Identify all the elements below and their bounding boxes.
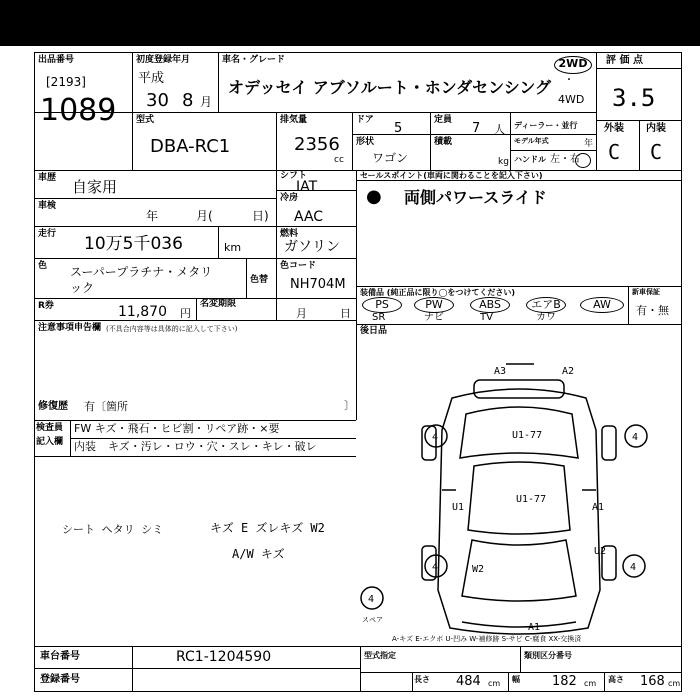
history: 自家用 xyxy=(72,178,118,196)
shaken-label: 車検 xyxy=(38,201,57,211)
mark-a3: A3 xyxy=(494,366,507,377)
model-year-label: モデル年式 xyxy=(514,137,549,145)
height-label: 高さ xyxy=(608,675,624,684)
shaken-year: 年 xyxy=(146,209,159,223)
dealer-label: ディーラー・並行 xyxy=(514,121,578,130)
repair-label: 修復歴 xyxy=(38,401,68,412)
interior-note-label: 内装 xyxy=(74,440,96,453)
model-label: 型式 xyxy=(136,115,155,125)
color-code-label: 色コード xyxy=(280,261,317,271)
height: 168 xyxy=(640,674,665,689)
capacity-unit: 人 xyxy=(494,123,505,136)
shaken-day: 日) xyxy=(252,209,269,223)
equipment-item-row2-1: ナビ xyxy=(424,312,444,323)
width: 182 xyxy=(552,674,577,689)
ac: AAC xyxy=(294,209,324,225)
equipment-item-row2-2: TV xyxy=(480,312,493,323)
length: 484 xyxy=(456,674,481,689)
new-warranty-value: 有・無 xyxy=(636,304,669,317)
spare-label: スペア xyxy=(362,616,383,624)
shift: IAT xyxy=(296,179,318,195)
equipment-item-0: PS xyxy=(362,297,402,313)
caution-sub: (不具合内容等は具体的に記入して下さい) xyxy=(106,325,238,333)
first-reg-label: 初度登録年月 xyxy=(136,55,191,65)
fw-line: FW キズ・飛石・ヒビ割・リペア跡・×要 xyxy=(74,422,280,435)
first-reg-year: 30 xyxy=(146,90,169,111)
handle-value: 左・右 xyxy=(550,154,580,165)
handle-label: ハンドル xyxy=(514,155,546,164)
recycle-fee: 11,870 xyxy=(118,304,167,320)
mileage: 10万5千036 xyxy=(84,234,183,254)
equipment-item-row2-0: SR xyxy=(372,312,386,323)
chassis-label: 車台番号 xyxy=(40,651,80,662)
tire-rl-num: 4 xyxy=(432,562,439,573)
displacement: 2356 xyxy=(294,134,340,155)
capacity-label: 定員 xyxy=(434,115,453,125)
ac-label: 冷房 xyxy=(280,193,299,203)
type-spec-label: 型式指定 xyxy=(364,651,396,660)
displacement-label: 排気量 xyxy=(280,115,308,125)
deadline-day: 日 xyxy=(340,307,351,320)
tire-fr-num: 4 xyxy=(632,432,639,443)
repair-close: 〕 xyxy=(344,399,355,412)
caution-label: 注意事項申告欄 xyxy=(38,323,102,333)
handwritten-note-1: シート ヘタリ シミ xyxy=(62,523,164,536)
mileage-unit: km xyxy=(224,241,242,254)
mark-a1-bottom: A1 xyxy=(528,622,541,633)
width-unit: cm xyxy=(584,679,597,688)
chassis: RC1-1204590 xyxy=(176,649,272,665)
sales-label: セールスポイント(車両に関わることを記入下さい) xyxy=(360,171,543,180)
note-label: 記入欄 xyxy=(36,437,64,447)
mark-a1-right: A1 xyxy=(592,502,605,513)
shift-label: シフト xyxy=(280,171,308,181)
exterior-label: 外装 xyxy=(604,123,624,134)
eval-label: 評 価 点 xyxy=(606,55,643,66)
car-name-label: 車名・グレード xyxy=(222,55,286,65)
top-black-bar xyxy=(0,0,700,46)
first-reg-month: 8 xyxy=(182,90,194,111)
rear-bumper xyxy=(462,622,576,627)
body-label: 形状 xyxy=(356,137,375,147)
color-label: 色 xyxy=(38,261,48,271)
mark-u1-left: U1 xyxy=(452,502,465,513)
width-label: 幅 xyxy=(512,675,520,684)
repair-value: 有〔箇所 xyxy=(84,400,128,413)
deadline-month: 月 xyxy=(296,307,307,320)
doors-label: ドア xyxy=(356,115,374,125)
capacity: 7 xyxy=(472,121,481,136)
lot-sub: [2193] xyxy=(46,75,86,89)
category-label: 類別区分番号 xyxy=(524,651,572,660)
mark-u1-mid: U1-77 xyxy=(516,494,547,505)
drive-4wd: 4WD xyxy=(558,93,585,106)
interior-line: キズ・汚レ・ロウ・穴・スレ・キレ・破レ xyxy=(108,440,317,453)
recycle-unit: 円 xyxy=(180,307,191,320)
equipment-item-row2-3: カワ xyxy=(536,312,556,323)
equipment-item-2: ABS xyxy=(470,297,510,313)
interior-label: 内装 xyxy=(646,123,666,134)
deadline-label: 名変期限 xyxy=(200,299,237,309)
mark-a2: A2 xyxy=(562,366,575,377)
color-line2: ック xyxy=(70,281,95,295)
body: ワゴン xyxy=(372,151,409,165)
handwritten-note-2: キズ E ズレキズ W2 xyxy=(210,521,325,535)
fuel-label: 燃料 xyxy=(280,229,299,239)
model: DBA-RC1 xyxy=(150,136,231,157)
sales-point: 両側パワースライド xyxy=(404,188,547,207)
spare-num: 4 xyxy=(368,594,375,605)
mileage-label: 走行 xyxy=(38,229,57,239)
tire-rr-num: 4 xyxy=(630,562,637,573)
equipment-item-3: エアB xyxy=(526,297,566,313)
history-label: 車歴 xyxy=(38,173,57,183)
color-line1: スーパープラチナ・メタリ xyxy=(70,265,213,279)
mark-u2: U2 xyxy=(594,546,607,557)
tire-fl-num: 4 xyxy=(432,432,439,443)
year-unit: 年 xyxy=(584,139,594,149)
damage-legend: A-キズ E-エクボ U-凹み W-補修跡 S-サビ C-腐食 XX-交換済 xyxy=(392,635,582,643)
equipment-label: 装備品 (純正品に限り◯をつけてください) xyxy=(360,288,516,297)
equipment-item-4: AW xyxy=(580,297,624,313)
equipment-item-1: PW xyxy=(414,297,454,313)
reg-label: 登録番号 xyxy=(40,674,80,685)
interior-grade: C xyxy=(650,140,663,164)
fuel: ガソリン xyxy=(284,239,340,255)
color-change-label: 色替 xyxy=(250,275,269,285)
drive-2wd-circle: 2WD xyxy=(554,56,592,74)
new-warranty-label: 新車保証 xyxy=(632,288,660,296)
handle-right-circle xyxy=(575,153,591,168)
era: 平成 xyxy=(138,71,165,86)
mark-u1-top: U1-77 xyxy=(512,430,543,441)
shaken-month: 月( xyxy=(196,209,213,223)
displacement-unit: cc xyxy=(334,155,344,165)
eval-score: 3.5 xyxy=(612,84,656,112)
doors: 5 xyxy=(394,121,403,136)
lot-label: 出品番号 xyxy=(38,55,75,65)
inspector-label: 検査員 xyxy=(36,423,64,433)
height-unit: cm xyxy=(668,679,681,688)
handwritten-note-3: A/W キズ xyxy=(232,547,285,561)
car-name: オデッセイ アブソルート・ホンダセンシング xyxy=(228,78,552,97)
tire-front-right xyxy=(602,426,616,460)
mark-w2: W2 xyxy=(472,564,485,575)
rear-label: 後日品 xyxy=(360,326,388,336)
exterior-grade: C xyxy=(608,140,621,164)
color-code: NH704M xyxy=(290,277,346,292)
load-label: 積載 xyxy=(434,137,453,147)
recycle-label: R券 xyxy=(38,301,54,311)
sales-bullet: ● xyxy=(366,186,382,207)
length-unit: cm xyxy=(488,679,501,688)
length-label: 長さ xyxy=(414,675,430,684)
load-unit: kg xyxy=(498,157,509,167)
car-diagram xyxy=(356,340,682,646)
lot-number: 1089 xyxy=(40,93,117,128)
drive-dot: ・ xyxy=(564,75,574,86)
month-unit: 月 xyxy=(200,95,213,109)
